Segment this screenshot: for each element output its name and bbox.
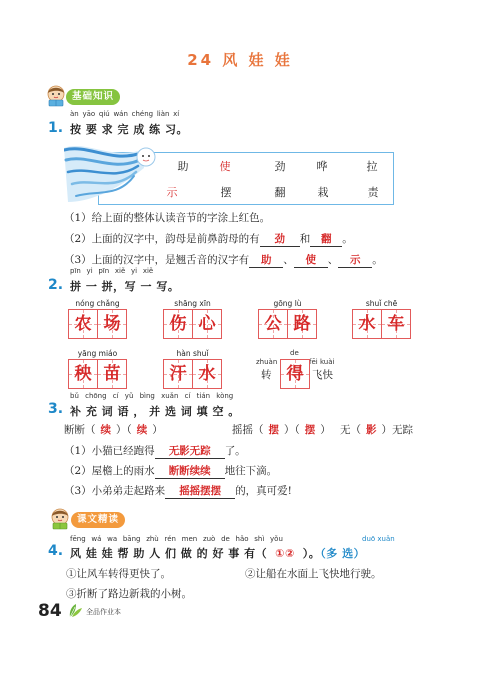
word-pinyin: shuǐ chē bbox=[365, 299, 398, 308]
question-2-text: 拼 一 拼，写 一 写。 bbox=[70, 280, 180, 293]
answer-char: 苗 bbox=[103, 364, 121, 384]
sentence-text: （3）小弟弟走起路来 bbox=[64, 485, 166, 497]
word-stem: 摇摇 bbox=[232, 424, 253, 436]
sentence-text: （1）小猫已经跑得 bbox=[64, 445, 155, 457]
question-1-text: 按 要 求 完 成 练 习。 bbox=[70, 123, 188, 136]
question-3-text: 补 充 词 语 ， 并 选 词 填 空 。 bbox=[70, 405, 240, 418]
paren: （ bbox=[350, 424, 361, 436]
answer-char: 摆 bbox=[304, 424, 316, 436]
paren: ） bbox=[116, 424, 127, 436]
tianzige-grid bbox=[68, 309, 127, 339]
answer-char: 车 bbox=[387, 314, 405, 334]
question-4-text bbox=[70, 545, 365, 561]
grid-cell bbox=[97, 309, 127, 339]
section-badge-reading: 课文精读 bbox=[71, 512, 125, 528]
word-pinyin: yāng miáo bbox=[77, 349, 118, 358]
sub-question-2 bbox=[64, 232, 353, 247]
separator: 、 bbox=[283, 254, 294, 266]
word-group bbox=[68, 348, 127, 389]
paren: （ bbox=[294, 424, 300, 436]
paren: ） bbox=[381, 424, 392, 436]
word-group bbox=[163, 348, 222, 389]
answer-blank: 摇摇摆摆 bbox=[165, 485, 235, 499]
box-char: 摆 bbox=[220, 186, 232, 199]
answer-char: 水 bbox=[358, 314, 376, 334]
answer-char: 影 bbox=[366, 424, 377, 436]
word-pinyin: nóng chǎng bbox=[75, 299, 120, 308]
sub-question-text: （2）上面的汉字中，韵母是前鼻韵母的有 bbox=[64, 233, 260, 245]
answer-choice: ①② bbox=[275, 547, 295, 560]
answer-blank: 无影无踪 bbox=[155, 445, 225, 459]
answer-char: 续 bbox=[100, 424, 111, 436]
tianzige-grid bbox=[352, 309, 411, 339]
phrase-text: 转 bbox=[261, 369, 272, 381]
fill-sentence-1 bbox=[64, 444, 246, 459]
answer-blank: 示 bbox=[338, 254, 372, 268]
grid-cell bbox=[97, 359, 127, 389]
tianzige-grid bbox=[280, 359, 309, 389]
tianzige-grid bbox=[163, 309, 222, 339]
question-number-3: 3. bbox=[48, 401, 64, 417]
grid-cell bbox=[192, 309, 222, 339]
answer-char: 秧 bbox=[74, 364, 92, 384]
phrase-text: 飞快 bbox=[312, 369, 333, 381]
answer-char: 公 bbox=[264, 314, 282, 334]
paren: （ bbox=[126, 424, 132, 436]
tianzige-grid bbox=[163, 359, 222, 389]
leaf-icon bbox=[67, 603, 83, 619]
grid-cell bbox=[280, 359, 310, 389]
box-char: 哗 bbox=[316, 160, 328, 173]
answer-char: 农 bbox=[74, 314, 92, 334]
sentence-text: 地往下滴。 bbox=[224, 465, 278, 477]
grid-cell bbox=[163, 309, 193, 339]
box-char: 拉 bbox=[366, 160, 378, 173]
answer-char: 摆 bbox=[268, 424, 279, 436]
word-stem: 断断 bbox=[64, 424, 85, 436]
multi-choice-note: （多 选） bbox=[320, 547, 366, 560]
fill-sentence-3 bbox=[64, 484, 292, 499]
answer-char: 续 bbox=[136, 424, 148, 436]
separator: 、 bbox=[327, 254, 339, 266]
answer-char: 场 bbox=[103, 314, 121, 334]
phrase-pinyin: fēi kuài bbox=[309, 358, 335, 366]
answer-char: 心 bbox=[198, 314, 216, 334]
option-2: ②让船在水面上飞快地行驶。 bbox=[245, 568, 382, 580]
question-number-2: 2. bbox=[48, 277, 64, 293]
box-char: 栽 bbox=[317, 186, 329, 199]
question-text: 风 娃 娃 帮 助 人 们 做 的 好 事 有（ bbox=[70, 547, 268, 560]
section-badge-basics: 基础知识 bbox=[66, 89, 120, 105]
paren: ） bbox=[320, 424, 331, 436]
word-pinyin: shāng xīn bbox=[174, 299, 211, 308]
grid-cell bbox=[287, 309, 317, 339]
answer-char: 水 bbox=[198, 364, 216, 384]
paren: （ bbox=[85, 424, 96, 436]
question-1-pinyin: àn yāo qiú wán chéng liàn xí bbox=[70, 110, 180, 118]
box-char: 使 bbox=[219, 160, 231, 173]
grid-cell bbox=[68, 309, 98, 339]
word-pinyin: hàn shuǐ bbox=[176, 349, 209, 358]
answer-char: 路 bbox=[293, 314, 311, 334]
word-completion-1 bbox=[64, 423, 163, 437]
word-group bbox=[68, 298, 127, 339]
phrase-pinyin: de bbox=[290, 349, 299, 357]
grid-cell bbox=[68, 359, 98, 389]
box-char: 责 bbox=[367, 186, 379, 199]
box-char: 翻 bbox=[274, 186, 286, 199]
answer-char: 得 bbox=[286, 364, 304, 384]
grid-cell bbox=[258, 309, 288, 339]
page-number: 84 bbox=[38, 601, 62, 621]
paren: ） bbox=[284, 424, 295, 436]
question-3-pinyin: bǔ chōng cí yǔ bìng xuǎn cí tián kòng bbox=[70, 392, 234, 400]
sub-question-3 bbox=[64, 253, 383, 268]
paren: ） bbox=[152, 424, 163, 436]
word-completion-2 bbox=[232, 423, 331, 437]
cartoon-reader-icon bbox=[44, 84, 68, 108]
punctuation: 。 bbox=[372, 254, 383, 266]
sentence-text: （2）屋檐上的雨水 bbox=[64, 465, 155, 477]
wind-doll-illustration bbox=[64, 142, 158, 206]
word-stem: 无 bbox=[340, 424, 351, 436]
question-2-pinyin: pīn yi pīn xiě yi xiě bbox=[70, 267, 154, 275]
paren: （ bbox=[253, 424, 264, 436]
conjunction: 和 bbox=[299, 233, 311, 245]
answer-blank: 助 bbox=[249, 254, 283, 268]
lesson-title: 24 风 娃 娃 bbox=[187, 51, 293, 69]
publisher-brand: 全品作业本 bbox=[86, 608, 121, 616]
option-1: ①让风车转得更快了。 bbox=[66, 568, 171, 580]
tianzige-grid bbox=[258, 309, 317, 339]
grid-cell bbox=[381, 309, 411, 339]
word-stem: 无踪 bbox=[392, 424, 413, 436]
sentence-text: 的，真可爱! bbox=[235, 485, 292, 497]
grid-cell bbox=[352, 309, 382, 339]
word-group bbox=[258, 298, 317, 339]
grid-cell bbox=[192, 359, 222, 389]
box-char: 示 bbox=[166, 186, 178, 199]
sentence-text: 了。 bbox=[224, 445, 246, 457]
question-number-1: 1. bbox=[48, 120, 64, 136]
option-3: ③折断了路边新栽的小树。 bbox=[66, 588, 192, 600]
cartoon-reader-icon bbox=[48, 507, 72, 531]
question-number-4: 4. bbox=[48, 543, 64, 559]
answer-blank: 使 bbox=[294, 254, 328, 268]
sub-question-text: （3）上面的汉字中，是翘舌音的汉字有 bbox=[64, 254, 250, 266]
answer-char: 汗 bbox=[169, 364, 187, 384]
question-4-pinyin: fēng wá wa bāng zhù rén men zuò de hǎo shì yǒu bbox=[70, 535, 283, 543]
word-pinyin: gōng lù bbox=[273, 299, 302, 308]
fill-sentence-2 bbox=[64, 464, 277, 479]
answer-blank: 翻 bbox=[310, 233, 342, 247]
answer-blank: 劲 bbox=[260, 233, 300, 247]
multi-choice-pinyin: duō xuǎn bbox=[362, 535, 395, 543]
answer-blank: 断断续续 bbox=[155, 465, 225, 479]
punctuation: 。 bbox=[342, 233, 353, 245]
word-group bbox=[352, 298, 411, 339]
phrase-pinyin: zhuàn bbox=[256, 358, 278, 366]
word-group bbox=[163, 298, 222, 339]
box-char: 劲 bbox=[274, 160, 286, 173]
tianzige-grid bbox=[68, 359, 127, 389]
punctuation: ）。 bbox=[302, 547, 321, 560]
word-completion-3 bbox=[340, 423, 413, 437]
box-char: 助 bbox=[177, 160, 189, 173]
grid-cell bbox=[163, 359, 193, 389]
sub-question-1: （1）给上面的整体认读音节的字涂上红色。 bbox=[64, 212, 271, 224]
answer-char: 伤 bbox=[169, 314, 187, 334]
